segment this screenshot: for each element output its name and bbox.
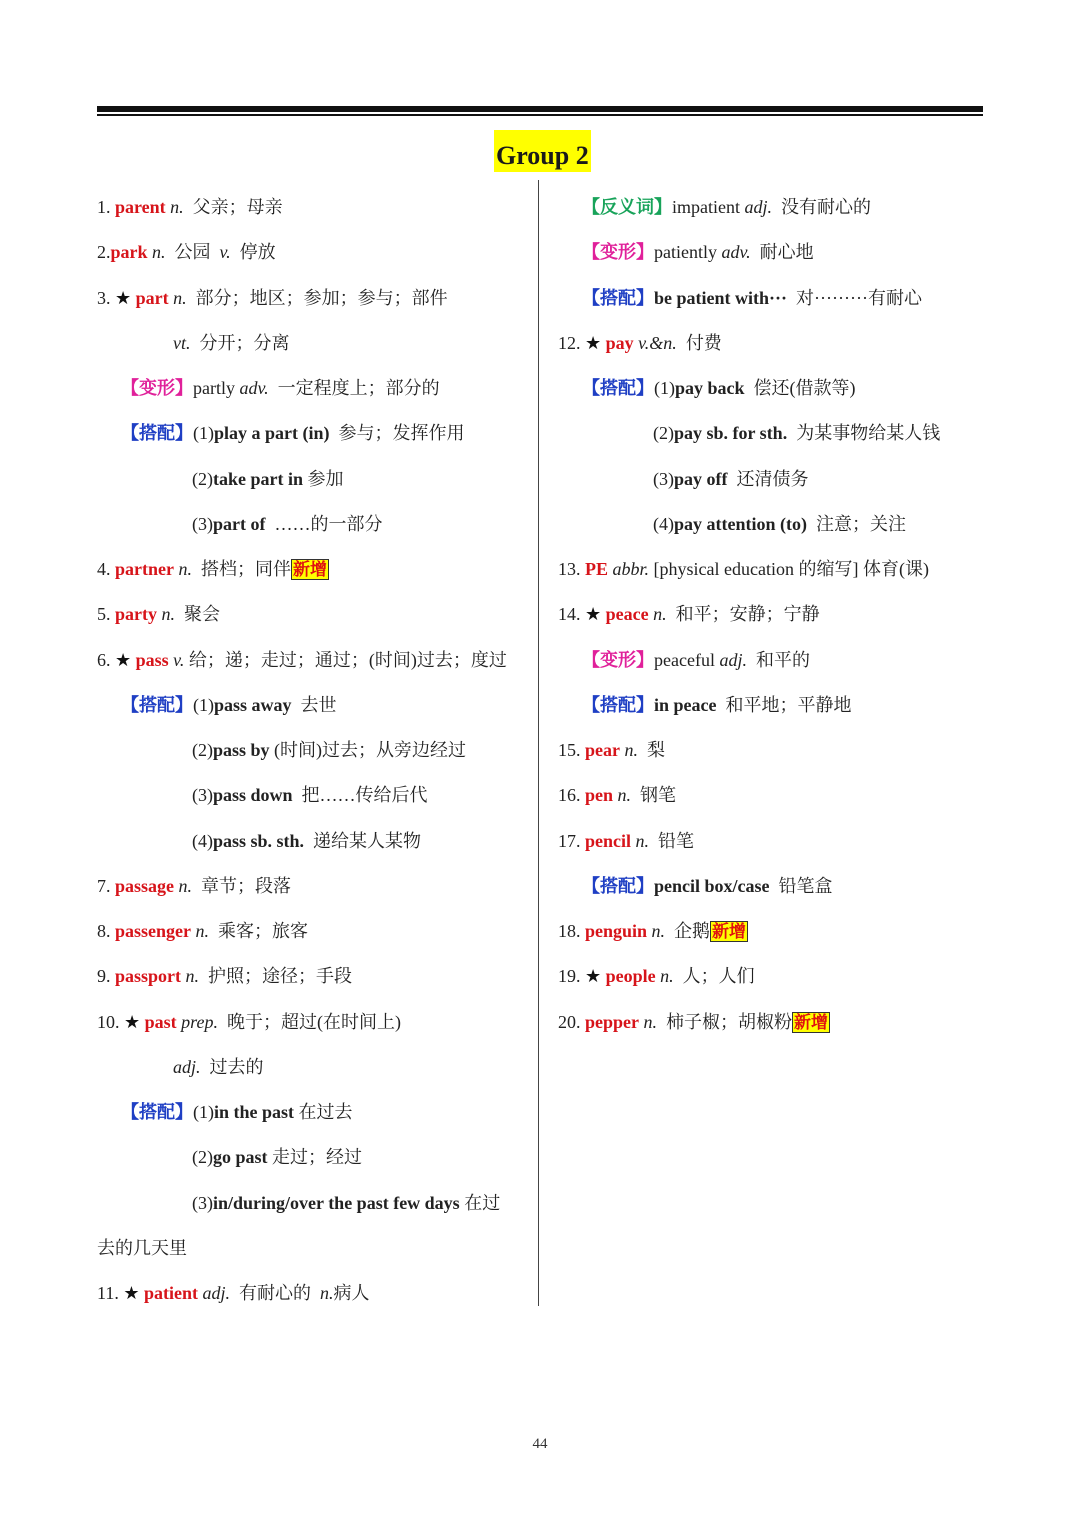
star-icon: ★ bbox=[124, 1011, 141, 1032]
collocation-past-3: (3)in/during/over the past few days 在过 bbox=[192, 1192, 501, 1213]
headword: part bbox=[135, 287, 169, 308]
antonym-tag: 【反义词】 bbox=[582, 197, 672, 217]
right-column bbox=[558, 185, 978, 1045]
entry-pass: 6. ★ pass v. 给；递；走过；通过；(时间)过去；度过 bbox=[97, 649, 507, 670]
antonym-impatient: 【反义词】impatient adj. 没有耐心的 bbox=[582, 197, 871, 217]
collocation-tag: 【搭配】 bbox=[121, 1102, 193, 1122]
entry-partner: 4. partner n. 搭档；同伴 新增 bbox=[97, 559, 327, 579]
entry-pay: 12. ★ pay v.&n. 付费 bbox=[558, 332, 722, 353]
collocation-tag: 【搭配】 bbox=[121, 694, 193, 715]
headword: parent bbox=[115, 197, 166, 217]
entry-past: 10. ★ past prep. 晚于；超过(在时间上) bbox=[97, 1011, 401, 1032]
headword: pen bbox=[585, 785, 614, 806]
headword: penguin bbox=[585, 921, 648, 941]
collocation-past-2: (2)go past 走过；经过 bbox=[192, 1147, 363, 1168]
collocation-past-3-cont: 去的几天里 bbox=[97, 1237, 187, 1258]
collocation-pay-4: (4)pay attention (to) 注意；关注 bbox=[653, 513, 906, 534]
entry-passport: 9. passport n. 护照；途径；手段 bbox=[97, 966, 353, 987]
headword: partner bbox=[115, 559, 174, 579]
headword: pay bbox=[605, 332, 634, 353]
entry-parent: 1. parent n. 父亲；母亲 bbox=[97, 197, 283, 217]
entry-penguin: 18. penguin n. 企鹅 新增 bbox=[558, 921, 747, 941]
collocation-tag: 【搭配】 bbox=[582, 694, 654, 715]
entry-pear: 15. pear n. 梨 bbox=[558, 740, 665, 760]
entry-part-vt: vt. 分开；分离 bbox=[173, 332, 290, 353]
collocation-part-1: 【搭配】(1)play a part (in) 参与；发挥作用 bbox=[121, 423, 465, 444]
headword: patient bbox=[143, 1283, 198, 1303]
new-badge: 新增 bbox=[292, 560, 327, 579]
vary-tag: 【变形】 bbox=[582, 649, 654, 670]
collocation-patient: 【搭配】be patient with··· 对·········有耐心 bbox=[582, 287, 922, 308]
entry-pepper: 20. pepper n. 柿子椒；胡椒粉 新增 bbox=[558, 1011, 828, 1032]
collocation-tag: 【搭配】 bbox=[582, 875, 654, 896]
entry-party: 5. party n. 聚会 bbox=[97, 604, 220, 625]
entry-peace: 14. ★ peace n. 和平；安静；宁静 bbox=[558, 604, 820, 625]
collocation-pass-4: (4)pass sb. sth. 递给某人某物 bbox=[192, 830, 422, 851]
collocation-tag: 【搭配】 bbox=[121, 423, 193, 444]
top-rule-thick bbox=[97, 106, 983, 112]
collocation-tag: 【搭配】 bbox=[582, 378, 654, 398]
collocation-peace: 【搭配】in peace 和平地；平静地 bbox=[582, 694, 852, 715]
vary-partly: 【变形】partly adv. 一定程度上；部分的 bbox=[121, 378, 440, 398]
collocation-pass-2: (2)pass by (时间)过去；从旁边经过 bbox=[192, 740, 467, 760]
headword: pencil bbox=[585, 830, 632, 851]
entry-park: 2.park n. 公园 v. 停放 bbox=[97, 242, 276, 263]
headword: peace bbox=[605, 604, 649, 625]
headword: pepper bbox=[585, 1011, 639, 1032]
collocation-part-3: (3)part of ……的一部分 bbox=[192, 513, 383, 534]
star-icon: ★ bbox=[585, 966, 602, 987]
vary-peaceful: 【变形】peaceful adj. 和平的 bbox=[582, 649, 810, 670]
headword: pear bbox=[585, 740, 620, 760]
entry-patient: 11. ★ patient adj. 有耐心的 n.病人 bbox=[97, 1283, 370, 1303]
new-badge: 新增 bbox=[794, 1012, 828, 1032]
star-icon: ★ bbox=[115, 287, 132, 308]
headword: party bbox=[115, 604, 157, 625]
headword: PE bbox=[585, 559, 609, 579]
headword: past bbox=[144, 1011, 177, 1032]
entry-passage: 7. passage n. 章节；段落 bbox=[97, 875, 292, 896]
page-title: Group 2 bbox=[494, 130, 591, 172]
entry-pe: 13. PE abbr. [physical education 的缩写] 体育(课) bbox=[558, 559, 929, 579]
column-divider bbox=[538, 180, 539, 1306]
collocation-pay-1: 【搭配】(1)pay back 偿还(借款等) bbox=[582, 378, 856, 398]
entry-passenger: 8. passenger n. 乘客；旅客 bbox=[97, 921, 308, 941]
headword: people bbox=[605, 966, 656, 987]
left-column bbox=[97, 185, 532, 1316]
headword: pass bbox=[135, 649, 169, 670]
vary-tag: 【变形】 bbox=[121, 378, 193, 398]
collocation-pass-1: 【搭配】(1)pass away 去世 bbox=[121, 694, 337, 715]
entry-past-adj: adj. 过去的 bbox=[173, 1056, 264, 1077]
collocation-pass-3: (3)pass down 把……传给后代 bbox=[192, 785, 428, 806]
collocation-past-1: 【搭配】(1)in the past 在过去 bbox=[121, 1102, 353, 1122]
star-icon: ★ bbox=[585, 332, 602, 353]
star-icon: ★ bbox=[115, 649, 132, 670]
vary-patiently: 【变形】patiently adv. 耐心地 bbox=[582, 242, 814, 263]
top-rule-thin bbox=[97, 114, 983, 116]
collocation-pay-3: (3)pay off 还清债务 bbox=[653, 468, 809, 489]
collocation-tag: 【搭配】 bbox=[582, 287, 654, 308]
headword: park bbox=[110, 242, 148, 263]
page-number: 44 bbox=[532, 1436, 548, 1452]
headword: passport bbox=[115, 966, 182, 987]
star-icon: ★ bbox=[123, 1283, 140, 1303]
headword: passage bbox=[115, 875, 175, 896]
entry-people: 19. ★ people n. 人；人们 bbox=[558, 966, 755, 987]
headword: passenger bbox=[115, 921, 191, 941]
collocation-pay-2: (2)pay sb. for sth. 为某事物给某人钱 bbox=[653, 423, 941, 444]
entry-pencil: 17. pencil n. 铅笔 bbox=[558, 830, 695, 851]
collocation-part-2: (2)take part in 参加 bbox=[192, 468, 344, 489]
collocation-pencil: 【搭配】pencil box/case 铅笔盒 bbox=[582, 875, 833, 896]
entry-pen: 16. pen n. 钢笔 bbox=[558, 785, 677, 806]
vary-tag: 【变形】 bbox=[582, 242, 654, 263]
new-badge: 新增 bbox=[712, 922, 747, 941]
entry-part: 3. ★ part n. 部分；地区；参加；参与；部件 bbox=[97, 287, 448, 308]
star-icon: ★ bbox=[585, 604, 602, 625]
